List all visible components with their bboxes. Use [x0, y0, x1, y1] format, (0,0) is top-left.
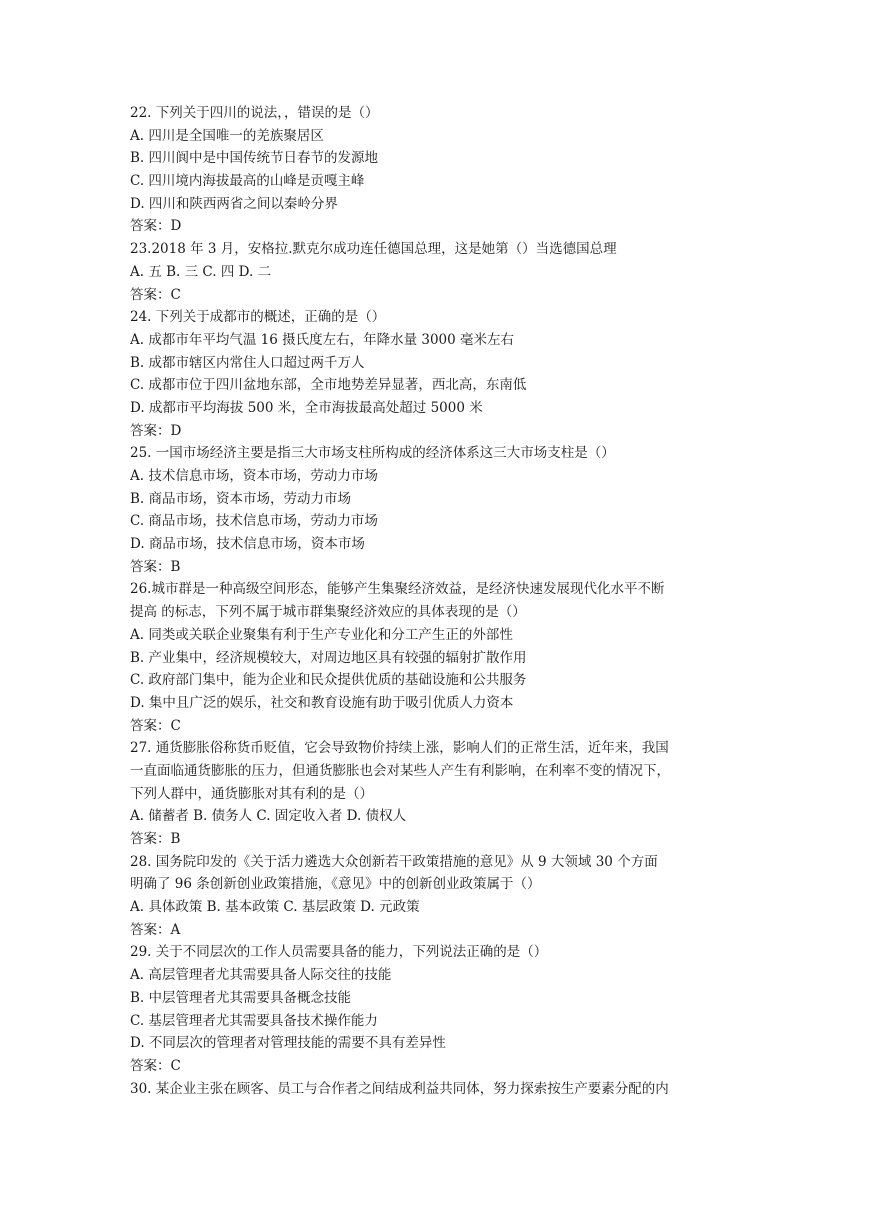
text-line: 答案：D: [130, 218, 182, 235]
text-line: 24. 下列关于成都市的概述，正确的是（）: [130, 309, 386, 326]
text-line: 下列人群中，通货膨胀对其有利的是（）: [130, 785, 373, 802]
text-line: A. 五 B. 三 C. 四 D. 二: [130, 263, 272, 280]
text-line: 答案：C: [130, 286, 181, 303]
text-line: 29. 关于不同层次的工作人员需要具备的能力，下列说法正确的是（）: [130, 944, 548, 961]
text-line: B. 四川阆中是中国传统节日春节的发源地: [130, 150, 379, 167]
text-line: 提高 的标志，下列不属于城市群集聚经济效应的具体表现的是（）: [130, 604, 526, 621]
text-line: D. 四川和陕西两省之间以秦岭分界: [130, 195, 338, 212]
text-line: D. 商品市场，技术信息市场，资本市场: [130, 536, 365, 553]
text-line: A. 具体政策 B. 基本政策 C. 基层政策 D. 元政策: [130, 899, 420, 916]
text-line: D. 集中且广泛的娱乐，社交和教育设施有助于吸引优质人力资本: [130, 694, 514, 711]
text-line: 22. 下列关于四川的说法，，错误的是（）: [130, 105, 379, 121]
text-line: B. 中层管理者尤其需要具备概念技能: [130, 989, 352, 1006]
text-line: C. 基层管理者尤其需要具备技术操作能力: [130, 1012, 378, 1029]
text-line: B. 成都市辖区内常住人口超过两千万人: [130, 354, 365, 371]
text-line: 30. 某企业主张在顾客、员工与合作者之间结成利益共同体，努力探索按生产要素分配的内: [130, 1080, 669, 1097]
text-line: B. 产业集中，经济规模较大，对周边地区具有较强的辐射扩散作用: [130, 649, 527, 666]
text-line: 27. 通货膨胀俗称货币贬值，它会导致物价持续上涨，影响人们的正常生活，近年来，我国: [130, 740, 669, 757]
text-line: C. 商品市场，技术信息市场，劳动力市场: [130, 513, 378, 530]
text-line: 23.2018 年 3 月，安格拉.默克尔成功连任德国总理，这是她第（）当选德国总理: [130, 241, 617, 258]
text-line: 25. 一国市场经济主要是指三大市场支柱所构成的经济体系这三大市场支柱是（）: [130, 445, 615, 462]
text-line: A. 技术信息市场，资本市场，劳动力市场: [130, 468, 378, 484]
text-line: D. 成都市平均海拔 500 米，全市海拔最高处超过 5000 米: [130, 399, 483, 416]
text-line: A. 高层管理者尤其需要具备人际交往的技能: [130, 967, 392, 984]
text-line: 答案：B: [130, 558, 181, 575]
text-line: 答案：C: [130, 1057, 181, 1074]
text-line: 答案：B: [130, 831, 181, 847]
text-line: 28. 国务院印发的《关于活力遴选大众创新若干政策措施的意见》从 9 大领域 30 个方面: [130, 853, 658, 870]
text-line: 明确了 96 条创新创业政策措施，《意见》中的创新创业政策属于（）: [130, 876, 541, 893]
text-line: D. 不同层次的管理者对管理技能的需要不具有差异性: [130, 1035, 446, 1052]
text-line: C. 政府部门集中，能为企业和民众提供优质的基础设施和公共服务: [130, 672, 527, 689]
text-line: A. 成都市年平均气温 16 摄氏度左右，年降水量 3000 毫米左右: [130, 331, 515, 348]
text-line: 一直面临通货膨胀的压力，但通货膨胀也会对某些人产生有利影响，在利率不变的情况下，: [130, 762, 670, 779]
document-body: [130, 102, 742, 1100]
text-line: C. 四川境内海拔最高的山峰是贡嘎主峰: [130, 173, 365, 190]
text-line: A. 同类或关联企业聚集有利于生产专业化和分工产生正的外部性: [130, 626, 513, 643]
text-line: A. 储蓄者 B. 债务人 C. 固定收入者 D. 债权人: [130, 808, 407, 825]
text-line: 答案：D: [130, 422, 182, 439]
text-line: 26.城市群是一种高级空间形态，能够产生集聚经济效益，是经济快速发展现代化水平不断: [130, 581, 665, 598]
text-line: C. 成都市位于四川盆地东部，全市地势差异显著，西北高，东南低: [130, 377, 527, 394]
text-line: 答案：A: [130, 921, 181, 938]
text-line: A. 四川是全国唯一的羌族聚居区: [130, 127, 324, 144]
text-line: B. 商品市场，资本市场，劳动力市场: [130, 490, 352, 507]
text-line: 答案：C: [130, 717, 181, 734]
